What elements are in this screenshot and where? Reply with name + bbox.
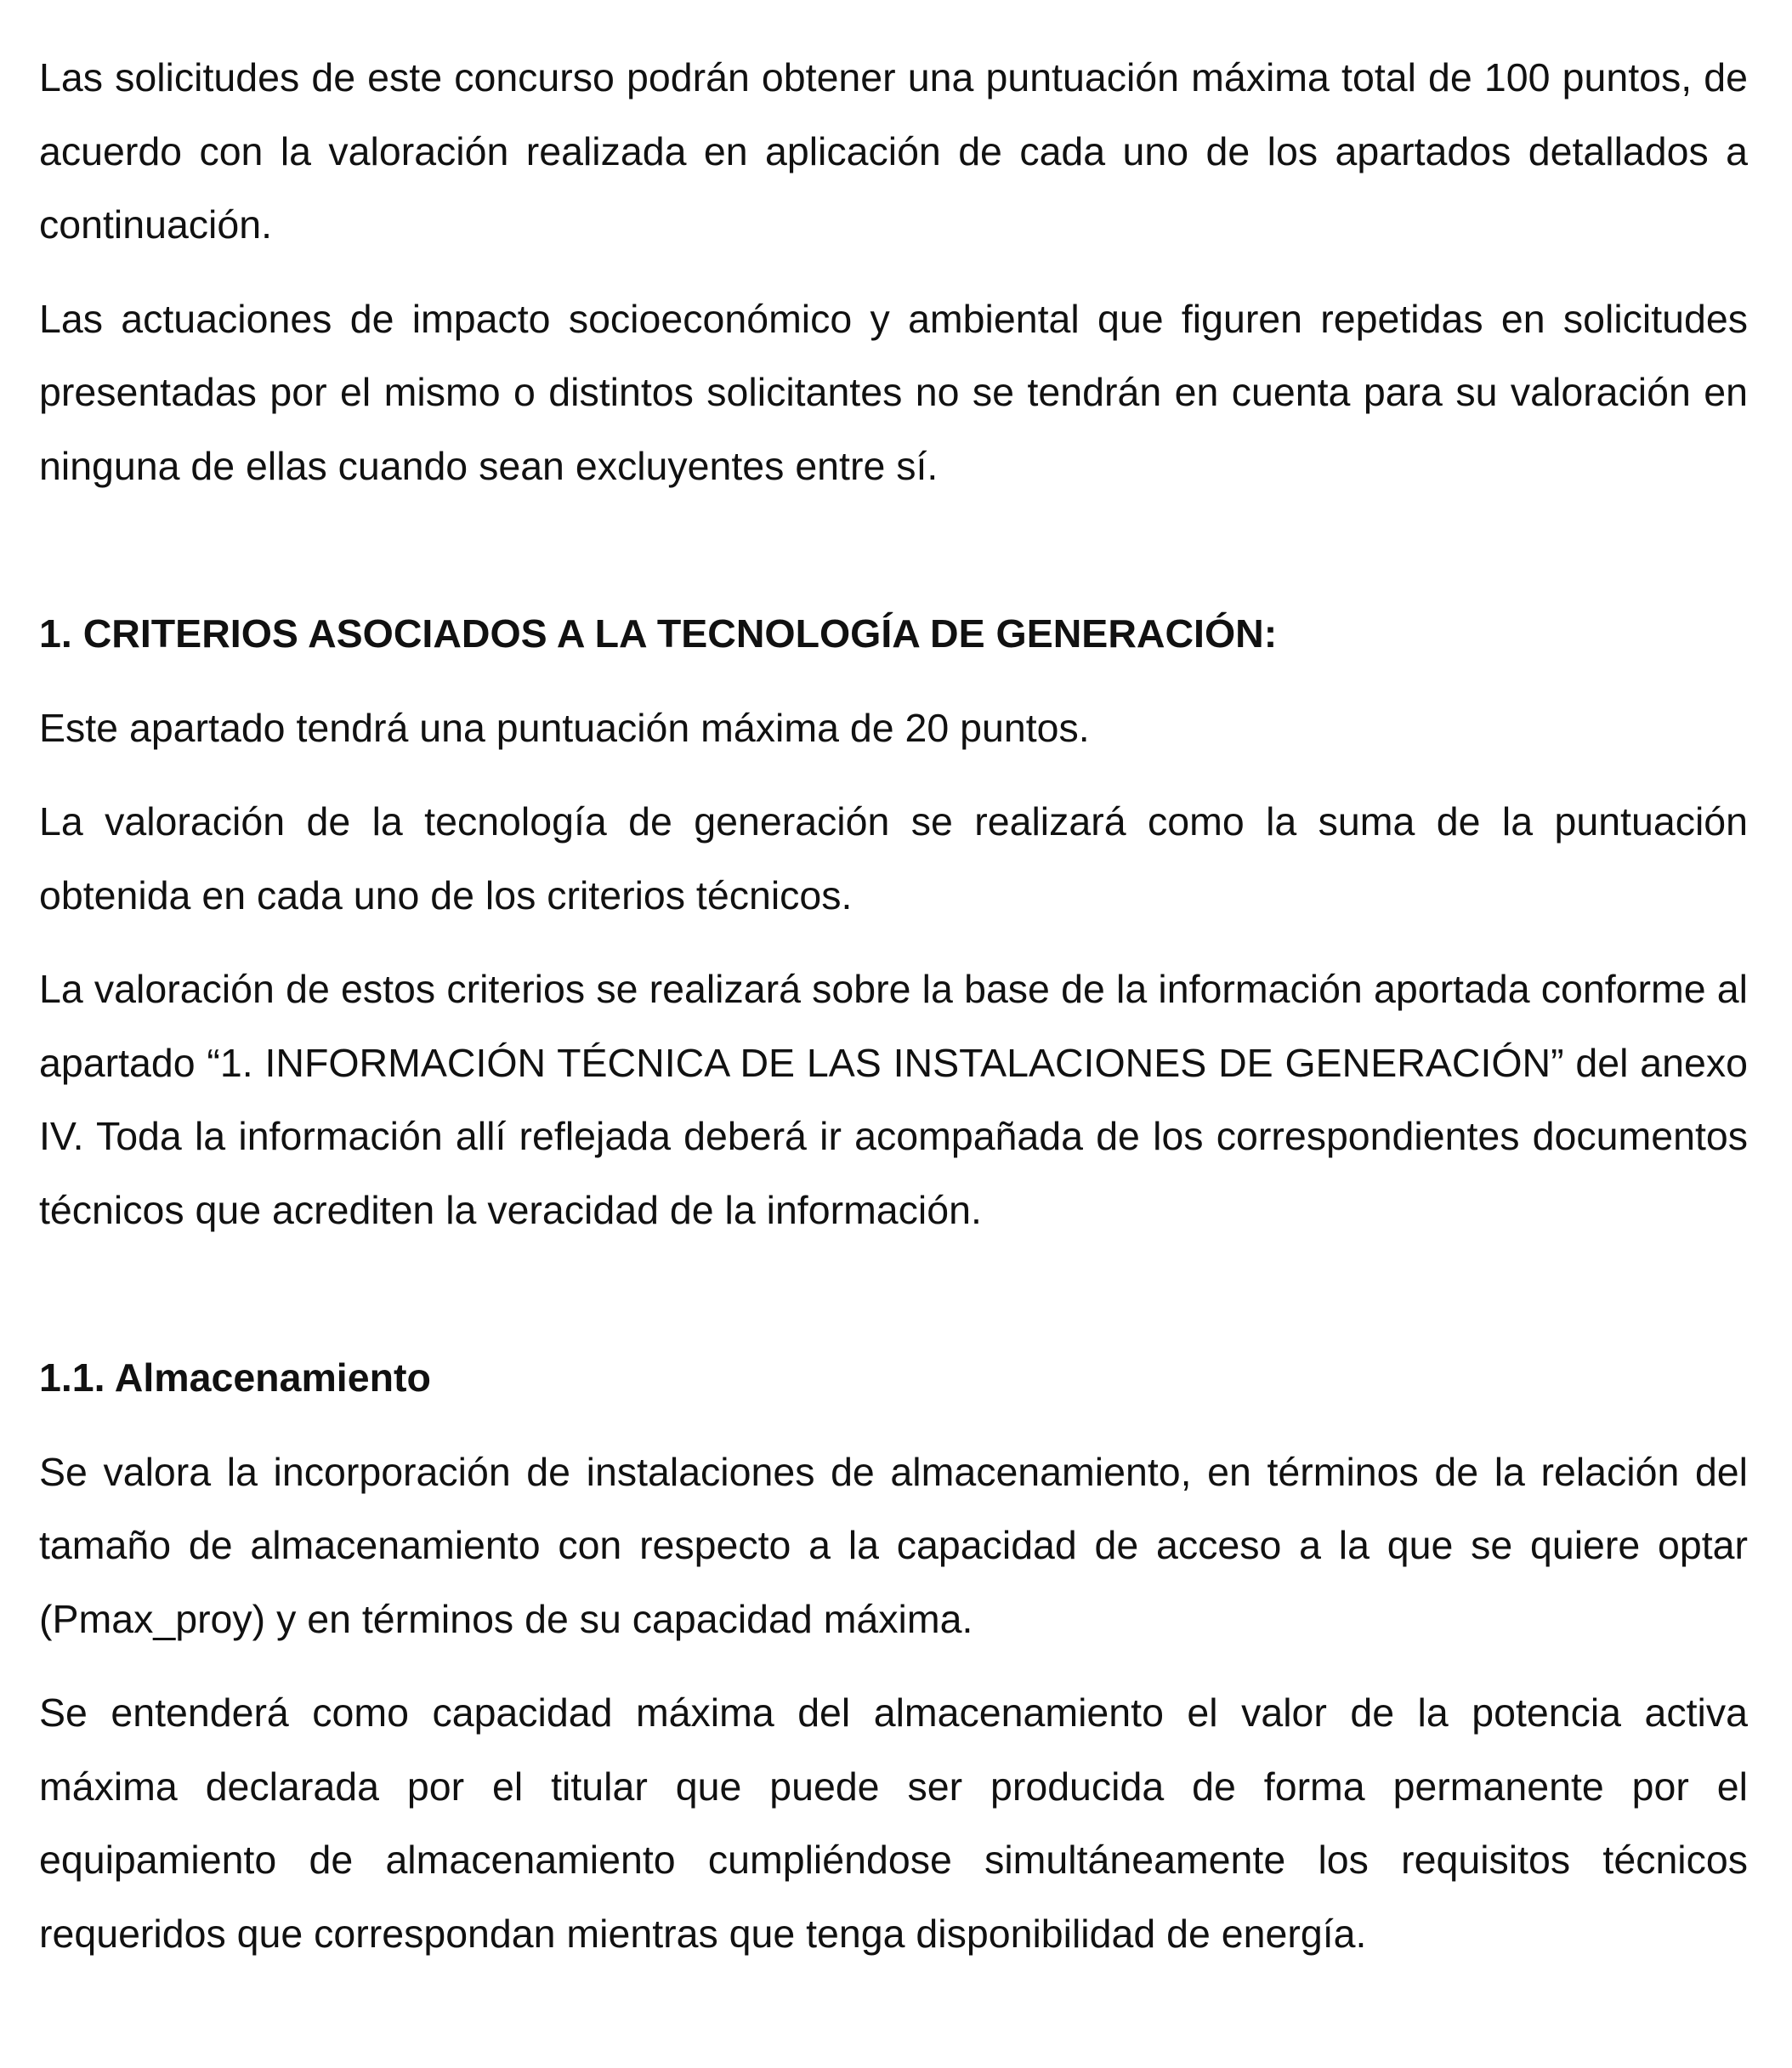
intro-paragraph-repeated-actions: Las actuaciones de impacto socioeconómico y ambiental que figuren repetidas en solicitudes presentadas por el mismo o distintos solicitantes no se tendrán en cuenta para su valoración en ninguna de ellas cuando sean excluyentes entre sí.: [39, 296, 1748, 488]
subsection-paragraph-storage-capacity-definition: Se entenderá como capacidad máxima del almacenamiento el valor de la potencia activa máxima declarada por el titular que puede ser producida de forma permanente por el equipamiento de almacenamiento cumpliéndose simultáneamente los requisitos técnicos requeridos que correspondan mientras que tenga disponibilidad de energía.: [39, 1690, 1748, 1956]
section-heading-criterios-tecnologia: 1. CRITERIOS ASOCIADOS A LA TECNOLOGÍA DE GENERACIÓN:: [39, 611, 1278, 656]
section-1-paragraph-information-basis: La valoración de estos criterios se realizará sobre la base de la información aportada conforme al apartado “1. INFORMACIÓN TÉCNICA DE LAS INSTALACIONES DE GENERACIÓN” del anexo IV. Toda la información allí reflejada deberá ir acompañada de los correspondientes documentos técnicos que acrediten la veracidad de la información.: [39, 967, 1748, 1232]
subsection-paragraph-storage-valuation: Se valora la incorporación de instalaciones de almacenamiento, en términos de la relación del tamaño de almacenamiento con respecto a la capacidad de acceso a la que se quiere optar (Pmax_proy) y en términos de su capacidad máxima.: [39, 1449, 1748, 1641]
section-1-paragraph-valuation-sum: La valoración de la tecnología de generación se realizará como la suma de la puntuación obtenida en cada uno de los criterios técnicos.: [39, 799, 1748, 918]
subsection-heading-almacenamiento: 1.1. Almacenamiento: [39, 1355, 431, 1400]
section-1-paragraph-max-score: Este apartado tendrá una puntuación máxima de 20 puntos.: [39, 705, 1090, 750]
document-page: [39, 41, 1748, 1970]
intro-paragraph-total-score: Las solicitudes de este concurso podrán obtener una puntuación máxima total de 100 puntos, de acuerdo con la valoración realizada en aplicación de cada uno de los apartados detallados a continuación.: [39, 55, 1748, 247]
